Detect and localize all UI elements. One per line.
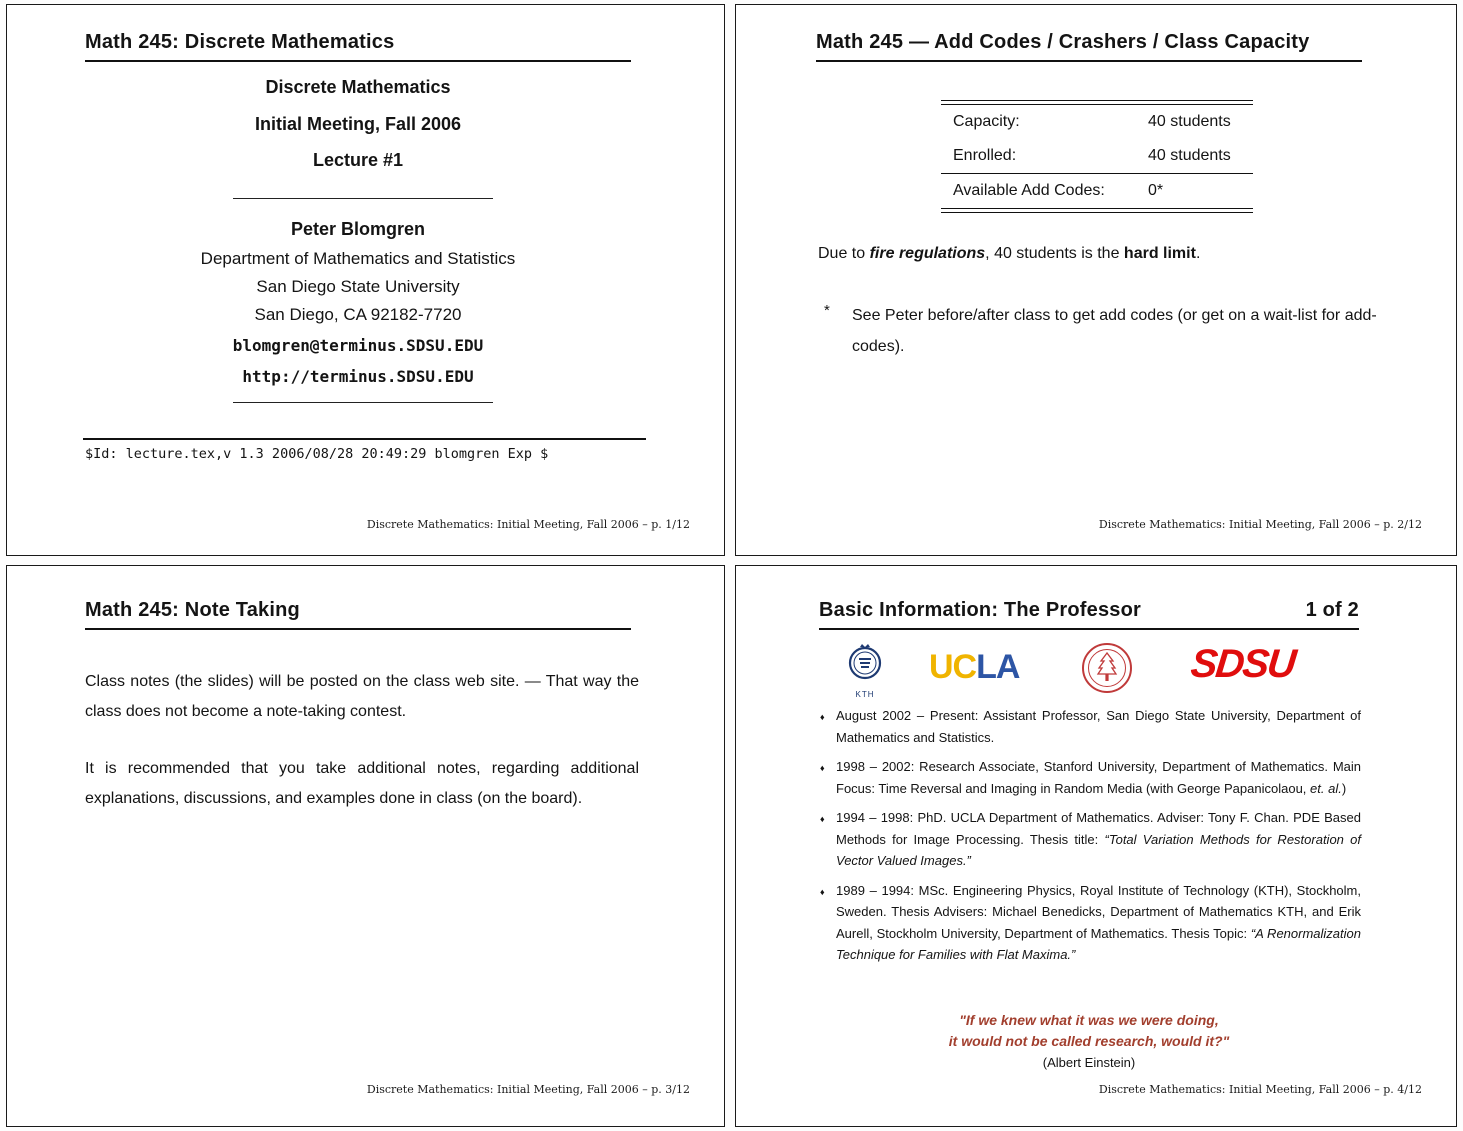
row-label: Enrolled: xyxy=(953,147,1017,164)
table-bottom-double-rule xyxy=(941,208,1253,213)
row-value: 0* xyxy=(1148,182,1164,199)
meeting-name: Initial Meeting, Fall 2006 xyxy=(254,114,462,134)
table-row xyxy=(941,139,1253,173)
note-emphasis: fire regulations xyxy=(869,245,986,262)
slide-title: Math 245: Note Taking xyxy=(85,599,300,621)
author-url: http://terminus.SDSU.EDU xyxy=(242,367,474,386)
kth-seal-icon xyxy=(845,642,885,686)
author-name: Peter Blomgren xyxy=(290,219,426,239)
list-item xyxy=(819,807,1361,872)
slide-4-professor-bio xyxy=(735,565,1457,1127)
paragraph: Class notes (the slides) will be posted on the class web site. — That way the class does not become a note-taking contest. xyxy=(85,673,639,720)
ucla-logo-uc: UC xyxy=(929,648,977,686)
row-label: Capacity: xyxy=(953,113,1020,130)
slide-3-note-taking xyxy=(6,565,725,1127)
author-department: Department of Mathematics and Statistics xyxy=(200,249,516,268)
title-row xyxy=(819,599,1359,622)
title-rule xyxy=(819,628,1359,630)
slide-footer: Discrete Mathematics: Initial Meeting, Fall 2006 – p. 1/12 xyxy=(366,518,690,531)
stanford-logo xyxy=(1081,642,1133,699)
ucla-logo xyxy=(929,648,1019,687)
note-text: Due to xyxy=(818,245,870,262)
bullet-text: August 2002 – Present: Assistant Professor, San Diego State University, Department of Mathematics and Statistics. xyxy=(836,708,1361,745)
bullet-text-italic: “A Renormalization Technique for Families with Flat Maxima.” xyxy=(836,925,1361,962)
bio-bullet-list xyxy=(819,705,1361,974)
course-name: Discrete Mathematics xyxy=(265,77,451,97)
divider-rule xyxy=(233,402,493,403)
quote-line: "If we knew what it was we were doing, xyxy=(959,1012,1219,1028)
stanford-seal-icon xyxy=(1081,642,1133,694)
kth-logo-label: KTH xyxy=(855,690,875,699)
title-rule xyxy=(85,60,631,62)
einstein-quote xyxy=(819,1010,1359,1052)
rcs-id-line: $Id: lecture.tex,v 1.3 2006/08/28 20:49:29 blomgren Exp $ xyxy=(85,446,549,462)
note-text: , 40 students is the xyxy=(985,245,1124,262)
diamond-bullet-icon: ♦ xyxy=(820,712,825,722)
row-value: 40 students xyxy=(1148,147,1231,164)
slide-1-title-slide xyxy=(6,4,725,556)
capacity-table xyxy=(941,100,1253,213)
row-value: 40 students xyxy=(1148,113,1231,130)
list-item xyxy=(819,880,1361,966)
bullet-text-italic: “Total Variation Methods for Restoration of Vector Valued Images.” xyxy=(836,831,1361,868)
note-bold: hard limit xyxy=(1123,245,1196,262)
title-rule xyxy=(816,60,1362,62)
ucla-logo-la: LA xyxy=(976,648,1020,686)
row-label: Available Add Codes: xyxy=(953,182,1105,199)
footnote-text: See Peter before/after class to get add codes (or get on a wait-list for add-codes). xyxy=(852,307,1377,355)
author-university: San Diego State University xyxy=(256,277,460,296)
list-item xyxy=(819,756,1361,799)
divider-rule xyxy=(233,198,493,199)
paragraph: It is recommended that you take additional notes, regarding additional explanations, discussions, and examples done in class (on the board). xyxy=(85,760,639,807)
title-rule xyxy=(85,628,631,630)
footer-rule xyxy=(83,438,646,440)
list-item xyxy=(819,705,1361,748)
bullet-text: 1994 – 1998: PhD. UCLA Department of Mathematics. Adviser: Tony F. Chan. PDE Based Methods for Image Processing. Thesis title: xyxy=(836,810,1361,847)
author-address: San Diego, CA 92182-7720 xyxy=(254,305,462,324)
bullet-text: 1989 – 1994: MSc. Engineering Physics, Royal Institute of Technology (KTH), Stockholm, Sweden. Thesis Advisers: Michael Benedicks, Department of Mathematics KTH, and Erik Aurell, Stockholm University, Department of Mathematics. Thesis Topic: xyxy=(836,882,1361,941)
note-text: . xyxy=(1195,245,1201,262)
university-logos-row xyxy=(819,640,1359,700)
quote-line: it would not be called research, would it?" xyxy=(948,1033,1230,1049)
table-row xyxy=(941,105,1253,139)
quote-attribution: (Albert Einstein) xyxy=(1042,1055,1136,1070)
sdsu-logo: SDSU xyxy=(1188,642,1297,686)
bullet-text-italic: et. al. xyxy=(1310,780,1342,796)
slide-footer: Discrete Mathematics: Initial Meeting, Fall 2006 – p. 2/12 xyxy=(1098,518,1422,531)
fire-regulations-note xyxy=(818,245,1200,263)
slide-title: Math 245: Discrete Mathematics xyxy=(85,31,395,53)
slide-footer: Discrete Mathematics: Initial Meeting, Fall 2006 – p. 4/12 xyxy=(1098,1083,1422,1096)
bullet-text: 1998 – 2002: Research Associate, Stanford University, Department of Mathematics. Main Focus: Time Reversal and Imaging in Random Media (with George Papanicolaou, xyxy=(836,759,1361,796)
footnote-star: * xyxy=(824,302,830,319)
slide-title: Math 245 — Add Codes / Crashers / Class Capacity xyxy=(816,31,1310,53)
bullet-text: ) xyxy=(1341,780,1347,796)
diamond-bullet-icon: ♦ xyxy=(820,763,825,773)
diamond-bullet-icon: ♦ xyxy=(820,814,825,824)
slide-2-add-codes xyxy=(735,4,1457,556)
lecture-number: Lecture #1 xyxy=(312,150,404,170)
diamond-bullet-icon: ♦ xyxy=(820,886,825,897)
table-row xyxy=(941,173,1253,208)
slide-footer: Discrete Mathematics: Initial Meeting, Fall 2006 – p. 3/12 xyxy=(366,1083,690,1096)
author-email: blomgren@terminus.SDSU.EDU xyxy=(232,336,484,355)
slide-title: Basic Information: The Professor xyxy=(819,599,1142,621)
kth-logo xyxy=(845,642,885,699)
page-indicator: 1 of 2 xyxy=(1305,599,1359,621)
